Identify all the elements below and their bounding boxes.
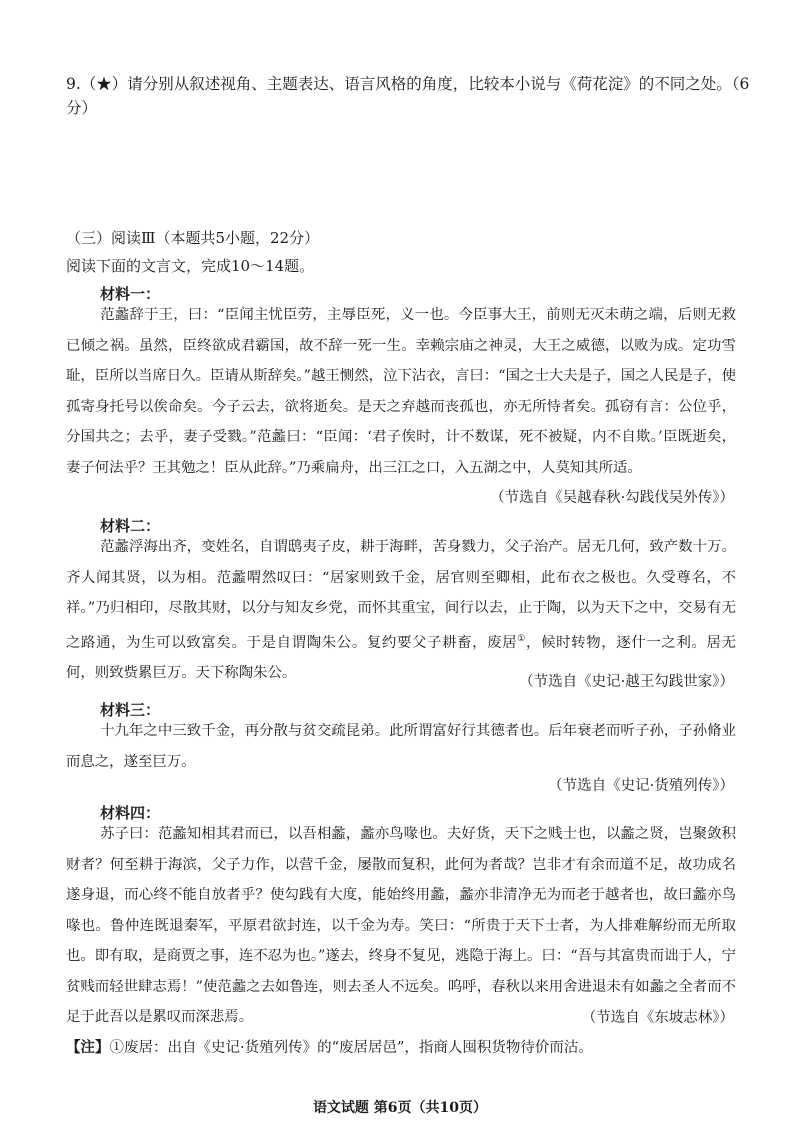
material-2-body [66, 532, 736, 688]
material-3-body [66, 716, 736, 777]
section-instruction: 阅读下面的文言文，完成10～14题。 [66, 257, 315, 275]
material-1-text: 范蠡辞于王，曰：“臣闻主忧臣劳，主辱臣死，义一也。今臣事大王，前则无灭未萌之端，后则无救已倾之祸。虽然，臣终欲成君霸国，故不辞一死一生。幸赖宗庙之神灵，大王之威德，以败为成。定功雪耻，臣所以当席日久。臣请从斯辞矣。”越王恻然，泣下沾衣，言曰：“国之士大夫是子，国之人民是子，使孤寄身托号以俟命矣。今子云去，欲将逝矣。是天之弃越而丧孤也，亦无所恃者矣。孤窃有言：公位乎，分国共之；去乎，妻子受戮。”范蠡曰：“臣闻：‘君子俟时，计不数谋，死不被疑，内不自欺。’臣既逝矣，妻子何法乎？王其勉之！臣从此辞。”乃乘扁舟，出三江之口，入五湖之中，人莫知其所适。 [66, 307, 736, 476]
annotation-note [66, 1036, 756, 1060]
material-3-text: 十九年之中三致千金，再分散与贫交疏昆弟。此所谓富好行其德者也。后年衰老而听子孙，子孙脩业而息之，遂至巨万。 [66, 723, 736, 770]
note-text: ①废居：出自《史记·货殖列传》的“废居居邑”，指商人囤积货物待价而沽。 [109, 1040, 593, 1056]
material-1-title: 材料一： [100, 285, 161, 303]
material-2-source: （节选自《史记·越王勾践世家》） [519, 674, 734, 690]
section-heading: （三）阅读Ⅲ（本题共5小题，22分） [66, 229, 320, 247]
material-1-body [66, 300, 736, 483]
material-4-source: （节选自《东坡志林》） [581, 1010, 734, 1026]
material-4-body [66, 819, 736, 1033]
material-2-title: 材料二： [100, 517, 161, 535]
material-2-text: 范蠡浮海出齐，变姓名，自谓鸱夷子皮，耕于海畔，苦身戮力，父子治产。居无几何，致产数十万。齐人闻其贤，以为相。范蠡喟然叹曰：“居家则致千金，居官则至卿相，此布衣之极也。久受尊名，不祥。”乃归相印，尽散其财，以分与知友乡党，而怀其重宝，间行以去，止于陶，以为天下之中，交易有无之路通，为生可以致富矣。于是自谓陶朱公。复约要父子耕畜，废居 [66, 539, 736, 651]
material-3-source: （节选自《史记·货殖列传》） [548, 778, 734, 794]
material-1-source: （节选自《吴越春秋·勾践伐吴外传》） [490, 490, 734, 506]
footnote-marker: ① [517, 633, 527, 644]
question-9: 9.（★）请分别从叙述视角、主题表达、语言风格的角度，比较本小说与《荷花淀》的不同之处。（6分） [66, 75, 750, 117]
material-4-text: 苏子曰：范蠡知相其君而已，以吾相蠡，蠡亦鸟喙也。夫好货，天下之贱士也，以蠡之贤，岂聚敛积财者？何至耕于海滨，父子力作，以营千金，屡散而复积，此何为者哉？岂非才有余而道不足，故功成名遂身退，而心终不能自放者乎？使勾践有大度，能始终用蠡，蠡亦非清净无为而老于越者也，故曰蠡亦鸟喙也。鲁仲连既退秦军，平原君欲封连，以千金为寿。笑曰：“所贵于天下士者，为人排难解纷而无所取也。即有取，是商贾之事，连不忍为也。”遂去，终身不复见，逃隐于海上。曰：“吾与其富贵而诎于人，宁贫贱而轻世肆志焉！”使范蠡之去如鲁连，则去圣人不远矣。呜呼，春秋以来用舍进退未有如蠡之全者而不足于此吾以是累叹而深悲焉。 [66, 826, 736, 1025]
material-4-title: 材料四： [100, 804, 161, 822]
page-footer: 语文试题 第6页（共10页） [312, 1100, 488, 1116]
material-2-text-cont: ，候时转物，逐什一之利。居无何，则致赀累巨万。天下称陶朱公。 [66, 634, 736, 681]
material-3-title: 材料三： [100, 701, 161, 719]
note-label: 【注】 [66, 1039, 110, 1056]
